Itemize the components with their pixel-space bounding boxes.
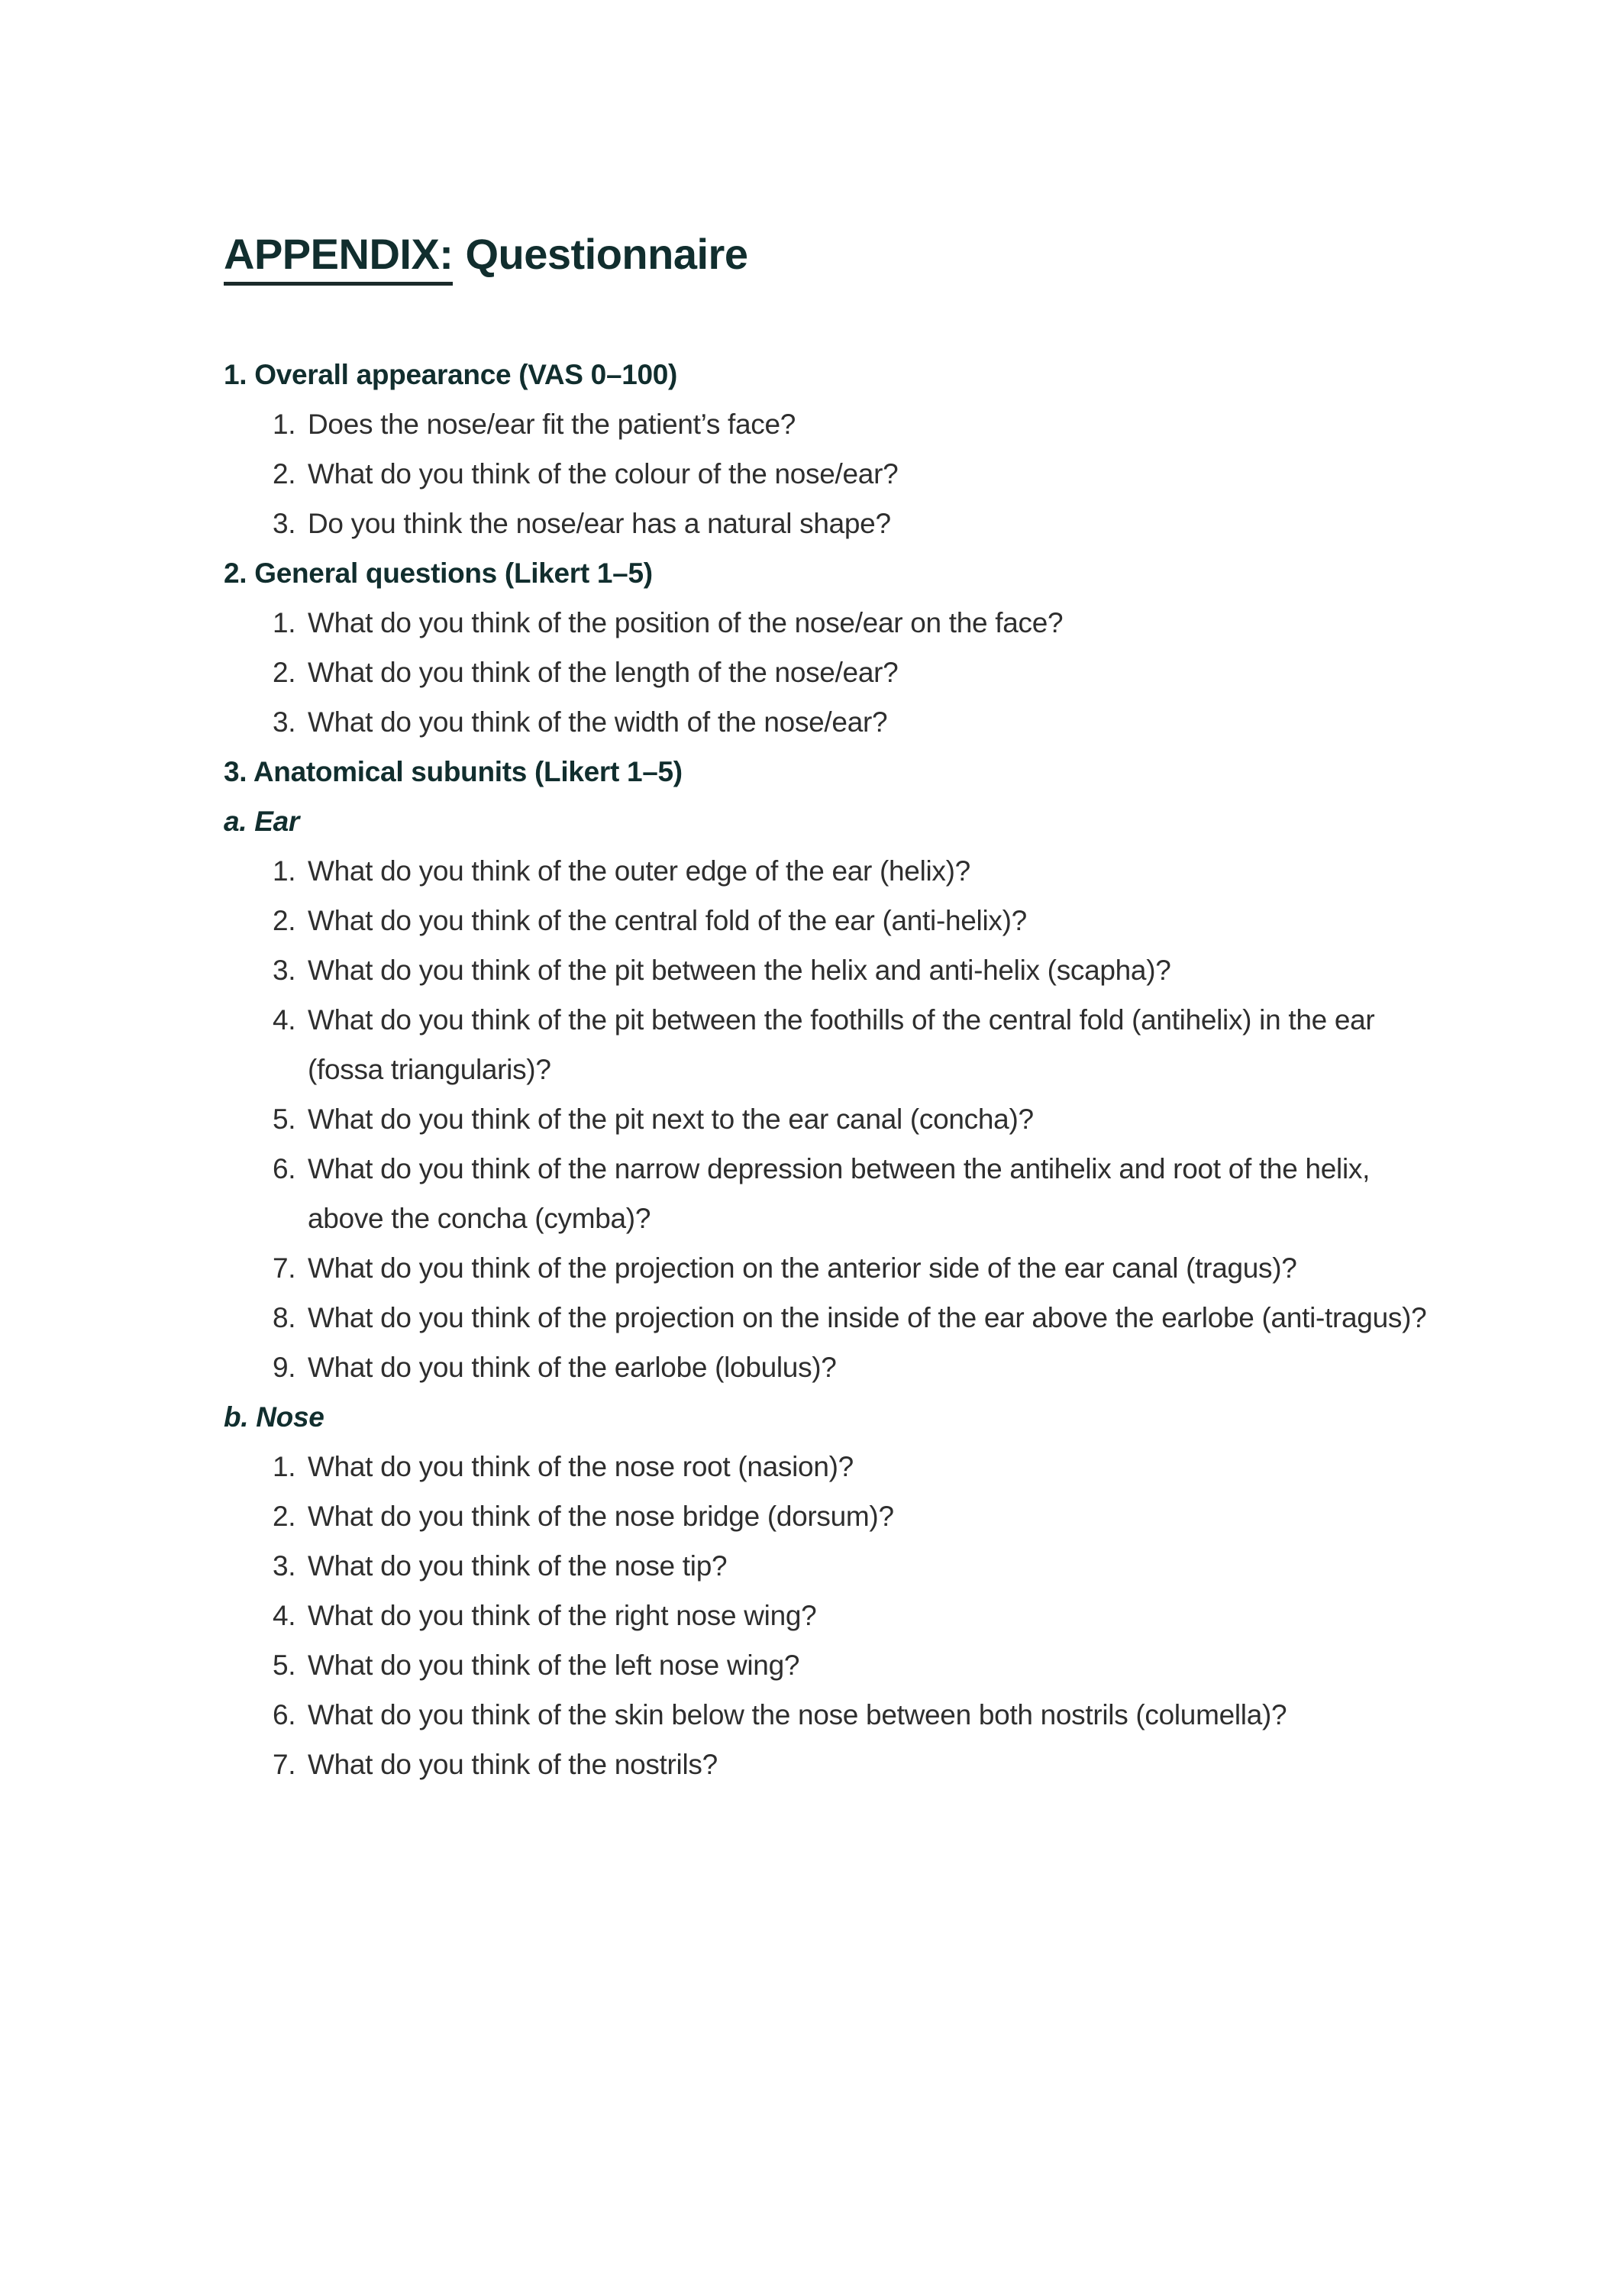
question-item xyxy=(224,1442,1476,1491)
question-text: What do you think of the pit next to the ear canal (concha)? xyxy=(308,1103,1034,1135)
question-number: 2. xyxy=(273,1501,296,1532)
question-item xyxy=(224,1491,1476,1541)
question-text: What do you think of the width of the nose/ear? xyxy=(308,706,888,738)
subsection-label-ear: a. Ear xyxy=(224,806,299,837)
question-item xyxy=(224,1640,1476,1690)
section-heading-overall-appearance: 1. Overall appearance (VAS 0–100) xyxy=(224,359,678,390)
question-item xyxy=(224,896,1476,945)
question-text: What do you think of the nose bridge (dorsum)? xyxy=(308,1501,894,1532)
question-number: 3. xyxy=(273,955,296,986)
question-number: 6. xyxy=(273,1699,296,1730)
question-item xyxy=(224,399,1476,449)
question-item xyxy=(224,648,1476,697)
question-number: 1. xyxy=(273,855,296,887)
question-text: What do you think of the left nose wing? xyxy=(308,1650,800,1681)
question-text: What do you think of the outer edge of the ear (helix)? xyxy=(308,855,970,887)
question-number: 1. xyxy=(273,607,296,638)
question-item xyxy=(224,1293,1476,1343)
question-number: 7. xyxy=(273,1252,296,1284)
section-heading-anatomical-subunits: 3. Anatomical subunits (Likert 1–5) xyxy=(224,756,683,787)
question-number: 9. xyxy=(273,1352,296,1383)
page-content xyxy=(224,231,1476,1789)
question-number: 4. xyxy=(273,1600,296,1631)
question-item xyxy=(224,945,1476,995)
question-text: What do you think of the nostrils? xyxy=(308,1749,718,1780)
question-text: Do you think the nose/ear has a natural shape? xyxy=(308,508,891,539)
question-number: 1. xyxy=(273,1451,296,1482)
question-text: What do you think of the nose root (nasion)? xyxy=(308,1451,854,1482)
question-number: 2. xyxy=(273,905,296,936)
question-item xyxy=(224,1243,1476,1293)
page-title-rest-part: Questionnaire xyxy=(465,230,748,278)
question-item xyxy=(224,995,1476,1094)
question-text: What do you think of the colour of the nose/ear? xyxy=(308,458,899,490)
question-number: 1. xyxy=(273,409,296,440)
question-item xyxy=(224,1094,1476,1144)
question-number: 8. xyxy=(273,1302,296,1333)
question-text: What do you think of the pit between the helix and anti-helix (scapha)? xyxy=(308,955,1171,986)
question-text: What do you think of the narrow depression between the antihelix and root of the helix, above the concha (cymba)? xyxy=(308,1153,1371,1234)
question-number: 3. xyxy=(273,508,296,539)
question-number: 3. xyxy=(273,1550,296,1582)
question-item xyxy=(224,1591,1476,1640)
question-item xyxy=(224,1740,1476,1789)
section-heading-general-questions: 2. General questions (Likert 1–5) xyxy=(224,557,653,589)
question-item xyxy=(224,449,1476,499)
question-number: 6. xyxy=(273,1153,296,1184)
subsection-label-nose: b. Nose xyxy=(224,1401,324,1433)
question-number: 2. xyxy=(273,657,296,688)
question-item xyxy=(224,697,1476,747)
question-text: Does the nose/ear fit the patient’s face? xyxy=(308,409,796,440)
page-title xyxy=(224,231,1476,286)
question-number: 2. xyxy=(273,458,296,490)
question-item xyxy=(224,1343,1476,1392)
question-item xyxy=(224,1541,1476,1591)
question-text: What do you think of the skin below the nose between both nostrils (columella)? xyxy=(308,1699,1287,1730)
question-item xyxy=(224,1690,1476,1740)
question-number: 5. xyxy=(273,1103,296,1135)
question-text: What do you think of the projection on the anterior side of the ear canal (tragus)? xyxy=(308,1252,1297,1284)
question-text: What do you think of the pit between the foothills of the central fold (antihelix) in the ear (fossa triangularis)? xyxy=(308,1004,1375,1085)
question-text: What do you think of the right nose wing? xyxy=(308,1600,817,1631)
question-text: What do you think of the position of the nose/ear on the face? xyxy=(308,607,1064,638)
question-number: 7. xyxy=(273,1749,296,1780)
question-text: What do you think of the nose tip? xyxy=(308,1550,728,1582)
question-item xyxy=(224,1144,1476,1243)
question-text: What do you think of the length of the nose/ear? xyxy=(308,657,899,688)
question-number: 3. xyxy=(273,706,296,738)
question-item xyxy=(224,846,1476,896)
question-number: 4. xyxy=(273,1004,296,1036)
question-item xyxy=(224,499,1476,548)
question-number: 5. xyxy=(273,1650,296,1681)
question-text: What do you think of the projection on the inside of the ear above the earlobe (anti-tragus)? xyxy=(308,1302,1427,1333)
question-item xyxy=(224,598,1476,648)
question-text: What do you think of the central fold of the ear (anti-helix)? xyxy=(308,905,1027,936)
page-title-underlined-part: APPENDIX: xyxy=(224,231,453,286)
question-text: What do you think of the earlobe (lobulus)? xyxy=(308,1352,837,1383)
